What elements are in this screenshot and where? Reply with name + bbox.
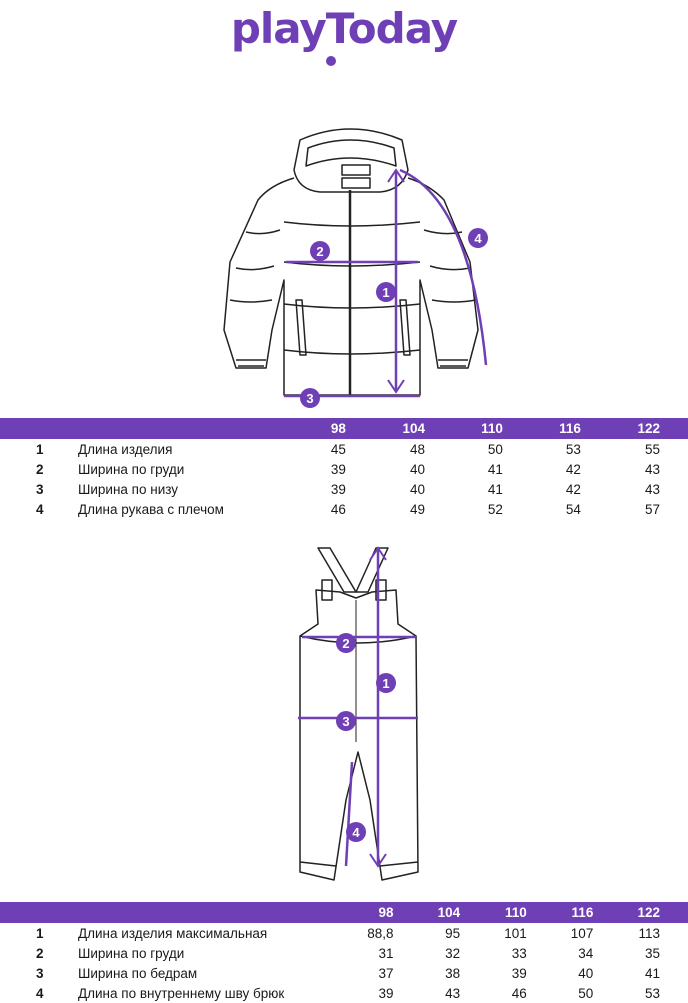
jacket-size-table — [0, 418, 688, 519]
overalls-marker-2: 2 — [342, 636, 350, 651]
jacket-size-98: 98 — [307, 418, 374, 439]
overalls-marker-1: 1 — [382, 676, 390, 691]
jacket-illustration — [0, 110, 688, 410]
jacket-size-116: 116 — [531, 418, 609, 439]
table-row: 3 Ширина по низу 39 40 41 42 43 — [36, 481, 660, 497]
overalls-size-98: 98 — [350, 902, 422, 923]
jacket-marker-2: 2 — [316, 244, 324, 259]
overalls-marker-3: 3 — [342, 714, 350, 729]
jacket-marker-3: 3 — [306, 391, 314, 406]
table-row: 1 Длина изделия максимальная 88,8 95 101 107 113 — [36, 925, 660, 941]
overalls-size-104: 104 — [422, 902, 489, 923]
table-row: 2 Ширина по груди 31 32 33 34 35 — [36, 945, 660, 961]
table-row: 3 Ширина по бедрам 37 38 39 40 41 — [36, 965, 660, 981]
overalls-marker-4: 4 — [352, 825, 360, 840]
overalls-size-122: 122 — [621, 902, 688, 923]
jacket-size-110: 110 — [453, 418, 531, 439]
jacket-size-104: 104 — [374, 418, 453, 439]
table-row: 1 Длина изделия 45 48 50 53 55 — [36, 441, 660, 457]
jacket-size-header-row — [0, 418, 688, 439]
jacket-marker-4: 4 — [474, 231, 482, 246]
overalls-illustration — [0, 540, 688, 890]
jacket-size-122: 122 — [609, 418, 688, 439]
table-row: 4 Длина рукава с плечом 46 49 52 54 57 — [36, 501, 660, 517]
overalls-size-116: 116 — [555, 902, 622, 923]
overalls-size-110: 110 — [488, 902, 555, 923]
overalls-size-header-row — [0, 902, 688, 923]
brand-logo: playToday — [230, 4, 458, 53]
table-row: 2 Ширина по груди 39 40 41 42 43 — [36, 461, 660, 477]
overalls-size-table — [0, 902, 688, 1003]
table-row: 4 Длина по внутреннему шву брюк 39 43 46 50 53 — [36, 985, 660, 1001]
brand-logo-dot — [326, 56, 336, 66]
jacket-marker-1: 1 — [382, 285, 390, 300]
